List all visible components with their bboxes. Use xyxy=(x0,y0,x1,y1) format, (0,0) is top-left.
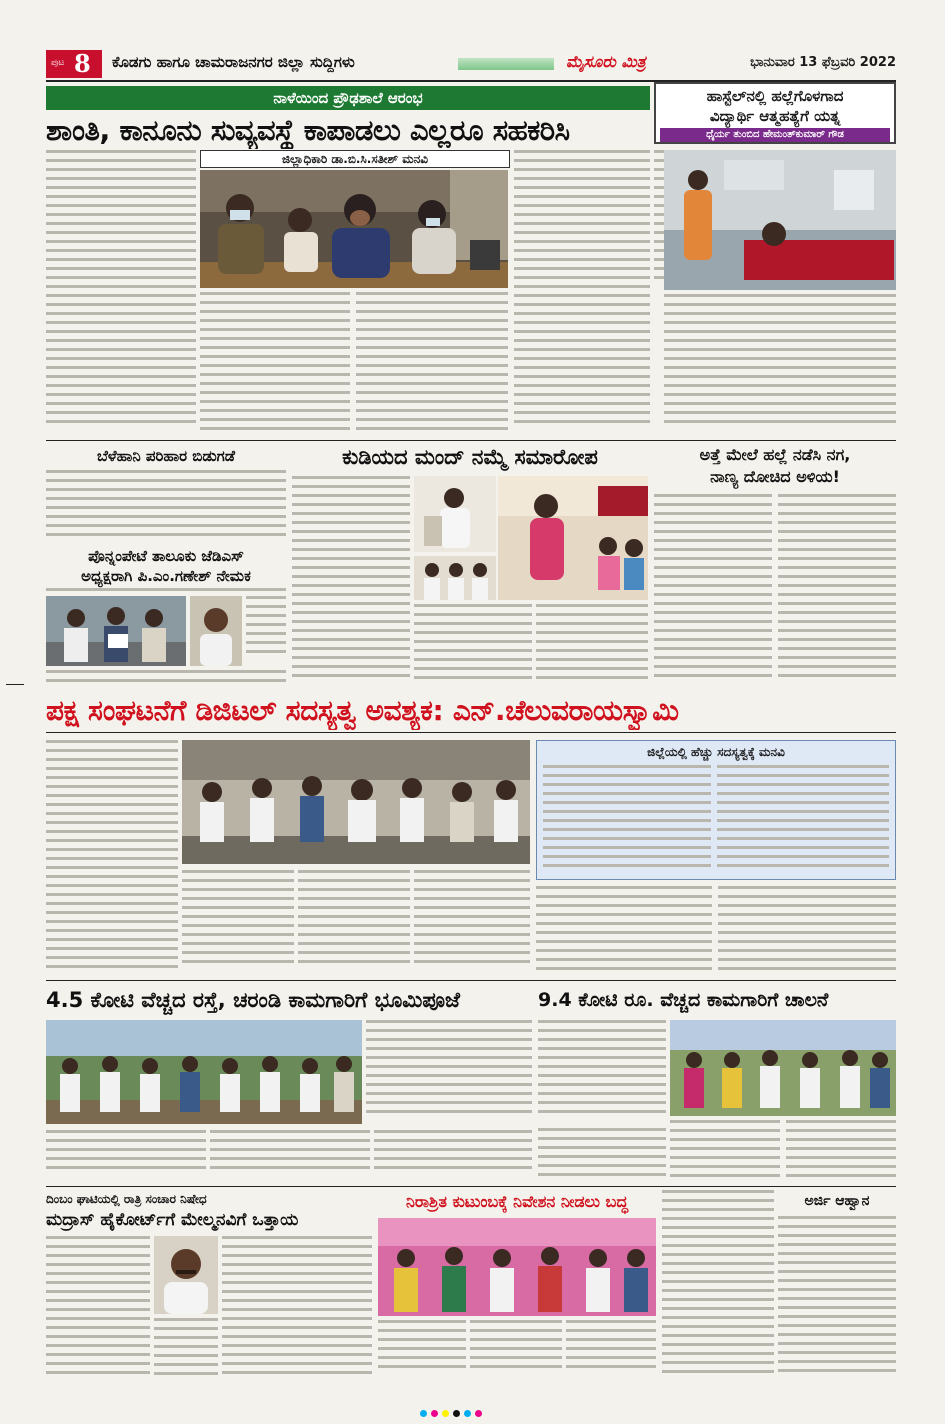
ponnampet-body-3 xyxy=(46,670,286,688)
banner-body-col4 xyxy=(414,870,530,976)
site-body-col3 xyxy=(566,1320,656,1378)
masthead xyxy=(46,50,896,78)
kudiyada-body-col3 xyxy=(536,604,648,686)
banner-rule xyxy=(46,732,896,733)
paper-name: ಮೈಸೂರು ಮಿತ್ರ xyxy=(566,52,646,71)
works-body-col3 xyxy=(786,1120,896,1184)
road-photo xyxy=(46,1020,362,1124)
masthead-date: ಭಾನುವಾರ 13 ಫೆಬ್ರವರಿ 2022 xyxy=(750,55,896,70)
ban-body-col1 xyxy=(46,1236,150,1378)
section-title: ಕೊಡಗು ಹಾಗೂ ಚಾಮರಾಜನಗರ ಜಿಲ್ಲಾ ಸುದ್ದಿಗಳು xyxy=(112,53,355,71)
banner-body-col3 xyxy=(298,870,410,976)
green-strip xyxy=(458,58,554,70)
membership-box-body-1 xyxy=(543,765,711,875)
banner-body-col2 xyxy=(182,870,294,976)
membership-box-body-2 xyxy=(717,765,889,875)
ganesh-portrait xyxy=(190,596,242,666)
hostel-body-col2 xyxy=(664,294,896,434)
ban-kicker: ದಿಂಬಂ ಘಾಟಿಯಲ್ಲಿ ರಾತ್ರಿ ಸಂಚಾರ ನಿಷೇಧ xyxy=(46,1192,207,1206)
lead-subhead-box xyxy=(200,150,510,168)
banner-body-col5 xyxy=(536,886,712,976)
arji-body xyxy=(778,1216,896,1378)
arji-headline: ಅರ್ಜಿ ಆಹ್ವಾನ xyxy=(804,1193,870,1209)
row-divider-2 xyxy=(46,980,896,981)
road-body-col4 xyxy=(374,1130,532,1180)
works-body-col4 xyxy=(538,1128,666,1184)
row-divider-1 xyxy=(46,440,896,441)
road-headline: 4.5 ಕೋಟಿ ವೆಚ್ಚದ ರಸ್ತೆ, ಚರಂಡಿ ಕಾಮಗಾರಿಗೆ ಭೂಮಿಪೂಜೆ xyxy=(46,988,460,1012)
belehani-headline: ಬೆಳೆಹಾನಿ ಪರಿಹಾರ ಬಿಡುಗಡೆ xyxy=(97,447,235,465)
site-body-col2 xyxy=(470,1320,562,1378)
lead-kicker-bar xyxy=(46,86,650,110)
banner-photo xyxy=(182,740,530,864)
atte-body-col2 xyxy=(778,494,896,686)
page-tab xyxy=(46,50,102,78)
kudiyada-photo-main xyxy=(498,476,648,600)
banner-body-col1 xyxy=(46,740,178,976)
atte-body-col1 xyxy=(654,494,772,686)
print-color-marks xyxy=(420,1402,530,1410)
works-body-col1 xyxy=(538,1020,666,1124)
road-body-col3 xyxy=(210,1130,370,1180)
banner-body-col6 xyxy=(718,886,896,976)
banner-headline: ಪಕ್ಷ ಸಂಘಟನೆಗೆ ಡಿಜಿಟಲ್ ಸದಸ್ಯತ್ವ ಅವಶ್ಯಕ: ಎನ್.ಚೆಲುವರಾಯಸ್ವಾಮಿ xyxy=(46,694,679,727)
ponnampet-photo xyxy=(46,596,186,666)
membership-box-title: ಜಿಲ್ಲೆಯಲ್ಲಿ ಹೆಚ್ಚು ಸದಸ್ಯತ್ವಕ್ಕೆ ಮನವಿ xyxy=(647,745,785,759)
hostel-subhead: ಧೈರ್ಯ ತುಂಬಿದ ಹೇಮಂತ್‌ಕುಮಾರ್ ಗೌಡ xyxy=(660,128,890,142)
lead-subhead: ಜಿಲ್ಲಾಧಿಕಾರಿ ಡಾ.ಬಿ.ಸಿ.ಸತೀಶ್ ಮನವಿ xyxy=(281,152,429,166)
lead-body-col4 xyxy=(514,150,650,436)
lead-kicker: ನಾಳೆಯಿಂದ ಪ್ರೌಢಶಾಲೆ ಆರಂಭ xyxy=(273,89,423,107)
site-body-col1 xyxy=(378,1320,466,1378)
kudiyada-photo-1 xyxy=(414,476,496,552)
ban-body-col3 xyxy=(222,1236,372,1378)
ponnampet-body-2 xyxy=(246,596,286,666)
lead-body-col2 xyxy=(200,292,350,436)
site-headline: ನಿರಾಶ್ರಿತ ಕುಟುಂಬಕ್ಕೆ ನಿವೇಶನ ನೀಡಲು ಬದ್ಧ xyxy=(405,1192,629,1211)
membership-box xyxy=(536,740,896,880)
hostel-photo xyxy=(664,150,896,290)
works-headline: 9.4 ಕೋಟಿ ರೂ. ವೆಚ್ಚದ ಕಾಮಗಾರಿಗೆ ಚಾಲನೆ xyxy=(538,989,829,1011)
page-number: 8 xyxy=(74,49,91,78)
margin-mark xyxy=(6,684,24,685)
page-label: ಪುಟ xyxy=(51,58,65,68)
lead-body-col3 xyxy=(356,292,508,436)
ban-headline: ಮದ್ರಾಸ್ ಹೈಕೋರ್ಟ್‌ಗೆ ಮೇಲ್ಮನವಿಗೆ ಒತ್ತಾಯ xyxy=(46,1210,299,1230)
ponnampet-headline-1: ಪೊನ್ನಂಪೇಟೆ ತಾಲೂಕು ಜೆಡಿಎಸ್ xyxy=(88,547,244,565)
road-body-col2 xyxy=(46,1130,206,1180)
kudiyada-body-col2 xyxy=(414,604,532,686)
lead-body-col1 xyxy=(46,150,196,436)
kudiyada-body-col1 xyxy=(292,476,410,686)
ban-portrait xyxy=(154,1236,218,1314)
hostel-head-box xyxy=(654,82,896,144)
ponnampet-headline-2: ಅಧ್ಯಕ್ಷರಾಗಿ ಪಿ.ಎಂ.ಗಣೇಶ್ ನೇಮಕ xyxy=(81,567,251,585)
lead-photo xyxy=(200,170,508,288)
row-divider-3 xyxy=(46,1186,896,1187)
kudiyada-headline: ಕುಡಿಯದ ಮಂದ್ ನಮ್ಮೆ ಸಮಾರೋಪ xyxy=(342,445,598,469)
hostel-headline-2: ವಿದ್ಯಾರ್ಥಿ ಆತ್ಮಹತ್ಯೆಗೆ ಯತ್ನ xyxy=(709,107,841,125)
atte-headline-2: ನಾಣ್ಯ ದೋಚಿದ ಅಳಿಯ! xyxy=(710,467,840,486)
belehani-body xyxy=(46,470,286,542)
hostel-headline-1: ಹಾಸ್ಟೆಲ್‌ನಲ್ಲಿ ಹಲ್ಲೆಗೊಳಗಾದ xyxy=(706,87,844,105)
works-body-col2 xyxy=(670,1120,780,1184)
road-body-col1 xyxy=(366,1020,532,1124)
site-body-col4 xyxy=(662,1190,774,1378)
kudiyada-photo-2 xyxy=(414,556,496,600)
works-photo xyxy=(670,1020,896,1116)
atte-headline-1: ಅತ್ತೆ ಮೇಲೆ ಹಲ್ಲೆ ನಡೆಸಿ ನಗ, xyxy=(699,445,851,464)
lead-headline: ಶಾಂತಿ, ಕಾನೂನು ಸುವ್ಯವಸ್ಥೆ ಕಾಪಾಡಲು ಎಲ್ಲರೂ ಸಹಕರಿಸಿ xyxy=(46,113,570,147)
ponnampet-body xyxy=(46,588,286,596)
site-photo xyxy=(378,1218,656,1316)
ban-body-col2 xyxy=(154,1318,218,1378)
